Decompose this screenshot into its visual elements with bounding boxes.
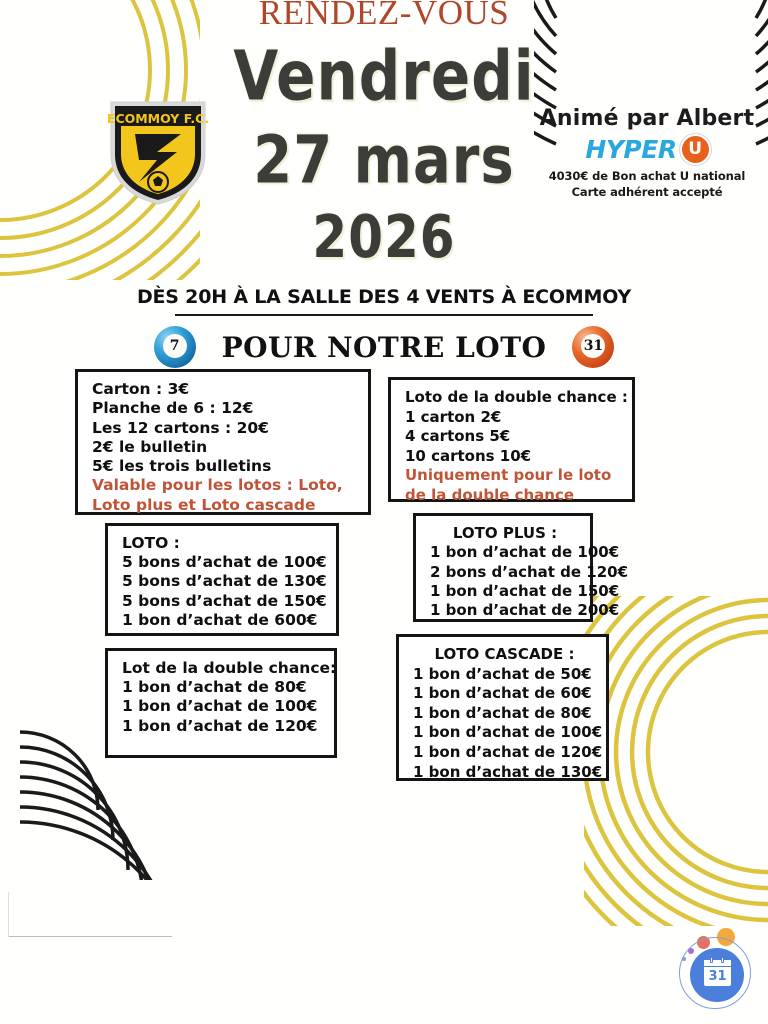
scan-edge-artifact-vertical	[8, 892, 9, 937]
double-chance-line: 4 cartons 5€	[405, 427, 511, 445]
headline-date: 27 mars	[253, 122, 515, 199]
presenter-label: Animé par Albert	[539, 106, 755, 131]
tarif-validity-note: Valable pour les lotos : Loto, Loto plus et Loto cascade	[92, 476, 343, 514]
loto-cascade-prize-line: 1 bon d’achat de 80€	[413, 703, 592, 722]
lot-double-chance-prize-line: 1 bon d’achat de 120€	[122, 716, 318, 735]
tarif-line: Planche de 6 : 12€	[92, 399, 254, 418]
headline-day: Vendredi	[233, 35, 535, 117]
prize-box-loto-cascade	[396, 634, 609, 781]
lot-double-chance-title: Lot de la double chance:	[122, 659, 337, 677]
loto-prize-line: 5 bons d’achat de 130€	[122, 572, 327, 591]
loto-prize-line: 5 bons d’achat de 100€	[122, 553, 327, 572]
loto-plus-prize-line: 1 bon d’achat de 200€	[430, 601, 620, 620]
headline-year: 2026	[312, 202, 456, 272]
loto-prize-line: 5 bons d’achat de 150€	[122, 591, 327, 610]
pricing-box-double-chance	[388, 377, 635, 502]
loto-plus-prize-line: 1 bon d’achat de 100€	[430, 543, 620, 562]
loto-cascade-prize-line: 1 bon d’achat de 120€	[413, 742, 603, 761]
loto-prize-line: 1 bon d’achat de 600€	[122, 610, 318, 629]
crest-club-name: ECOMMOY F.C.	[106, 111, 210, 126]
calendar-binder-left-icon	[710, 957, 713, 963]
calendar-day-number: 31	[708, 969, 727, 984]
scan-edge-artifact	[8, 936, 172, 937]
lot-double-chance-prize-line: 1 bon d’achat de 100€	[122, 697, 318, 716]
calendar-page	[704, 960, 731, 986]
venue-line: DÈS 20H À LA SALLE DES 4 VENTS À ECOMMOY	[136, 286, 632, 308]
tarif-line: Carton : 3€	[92, 380, 190, 398]
prize-box-loto-plus	[413, 513, 629, 622]
loto-ball-orange-icon	[572, 326, 614, 368]
loto-plus-prize-line: 1 bon d’achat de 150€	[430, 581, 620, 600]
double-chance-line: 1 carton 2€	[405, 407, 502, 426]
loto-ball-blue-icon	[154, 326, 196, 368]
loto-prizes-title: LOTO :	[122, 534, 180, 552]
loto-cascade-title: LOTO CASCADE :	[434, 645, 575, 663]
prize-box-lot-double-chance	[105, 648, 337, 758]
loto-cascade-prize-line: 1 bon d’achat de 60€	[413, 684, 592, 703]
loto-ball-blue-number: 7	[163, 334, 187, 358]
venue-divider	[175, 314, 593, 316]
ecommoy-fc-crest-logo	[105, 96, 211, 208]
loto-cascade-prize-line: 1 bon d’achat de 50€	[413, 664, 592, 683]
loto-cascade-prize-line: 1 bon d’achat de 100€	[413, 723, 603, 742]
tarif-line: 5€ les trois bulletins	[92, 457, 272, 476]
double-chance-note: Uniquement pour le loto de la double chance	[405, 466, 612, 504]
loto-ball-orange-number: 31	[581, 334, 605, 358]
hyper-u-badge-icon: U	[682, 136, 709, 163]
loto-title: POUR NOTRE LOTO	[221, 330, 547, 364]
sponsor-prize-note: 4030€ de Bon achat U national	[548, 169, 746, 183]
loto-title-row	[0, 326, 768, 368]
hyper-u-wordmark: HYPER	[585, 135, 677, 164]
lot-double-chance-prize-line: 1 bon d’achat de 80€	[122, 678, 307, 697]
pricing-box-tarifs	[75, 369, 371, 515]
calendar-binder-right-icon	[721, 957, 724, 963]
loto-cascade-prize-line: 1 bon d’achat de 130€	[413, 762, 603, 781]
tarif-line: 2€ le bulletin	[92, 437, 208, 456]
sponsor-card-note: Carte adhérent accepté	[571, 185, 723, 199]
poster-kicker: RENDEZ-VOUS	[258, 0, 510, 32]
loto-plus-title: LOTO PLUS :	[452, 524, 558, 542]
loto-plus-prize-line: 2 bons d’achat de 120€	[430, 562, 629, 581]
sponsor-block	[534, 106, 760, 199]
double-chance-title: Loto de la double chance :	[405, 388, 628, 406]
tarif-line: Les 12 cartons : 20€	[92, 418, 269, 437]
hyper-u-logo	[534, 135, 760, 164]
prize-box-loto	[105, 523, 339, 636]
decorative-arcs-bottom-right	[584, 596, 768, 926]
calendar-badge-icon	[676, 928, 758, 1010]
double-chance-line: 10 cartons 10€	[405, 446, 532, 465]
